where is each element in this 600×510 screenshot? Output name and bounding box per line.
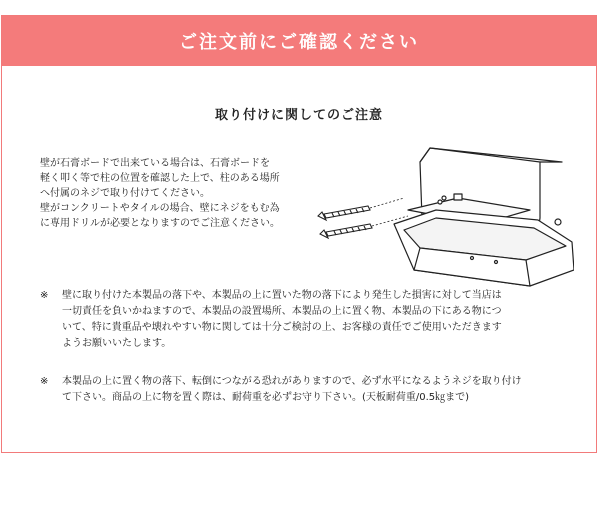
notice-header — [2, 16, 596, 66]
screw-icon — [318, 206, 370, 220]
screw-hole — [442, 196, 446, 200]
base-hole — [495, 261, 498, 264]
note-line: て下さい。商品の上に物を置く際は、耐荷重を必ずお守り下さい。(天板耐荷重/0.5㎏まで) — [62, 392, 470, 403]
wall-instruction-line: へ付属のネジで取り付けてください。 — [40, 188, 210, 199]
screw-icon — [320, 224, 372, 238]
notice-panel — [1, 15, 597, 453]
note-line: ようお願いいたします。 — [62, 338, 172, 349]
note-mark: ※ — [40, 290, 49, 301]
notice-item — [40, 288, 580, 352]
wall-instruction-line: 軽く叩く等で柱の位置を確認した上で、柱のある場所 — [40, 173, 280, 184]
header-title: ご注文前にご確認ください — [179, 32, 419, 53]
guide-line — [370, 198, 404, 208]
shelf-mounting-illustration — [312, 140, 574, 292]
section-subtitle: 取り付けに関してのご注意 — [214, 108, 383, 123]
wall-instructions — [40, 156, 310, 231]
note-mark: ※ — [40, 376, 49, 387]
mount-hole — [555, 219, 561, 225]
note-line: 一切責任を負いかねますので、本製品の設置場所、本製品の上に置く物、本製品の下にある物につ — [62, 306, 502, 317]
screw-hole — [438, 200, 442, 204]
note-line: いて、特に貴重品や壊れやすい物に関しては十分ご検討の上、お客様の責任でご使用いただきます — [62, 322, 502, 333]
wall-instruction-line: 壁がコンクリートやタイルの場合、壁にネジをもむ為 — [40, 203, 280, 214]
hanger-clip — [454, 194, 462, 200]
notice-item — [40, 374, 580, 406]
wall-instruction-line: 壁が石膏ボードで出来ている場合は、石膏ボードを — [40, 158, 270, 169]
note-line: 本製品の上に置く物の落下、転倒につながる恐れがありますので、必ず水平になるようネジを取り付け — [62, 376, 522, 387]
wall-instruction-line: に専用ドリルが必要となりますのでご注意ください。 — [40, 218, 280, 229]
base-hole — [471, 257, 474, 260]
note-line: 壁に取り付けた本製品の落下や、本製品の上に置いた物の落下により発生した損害に対して当店は — [62, 290, 502, 301]
